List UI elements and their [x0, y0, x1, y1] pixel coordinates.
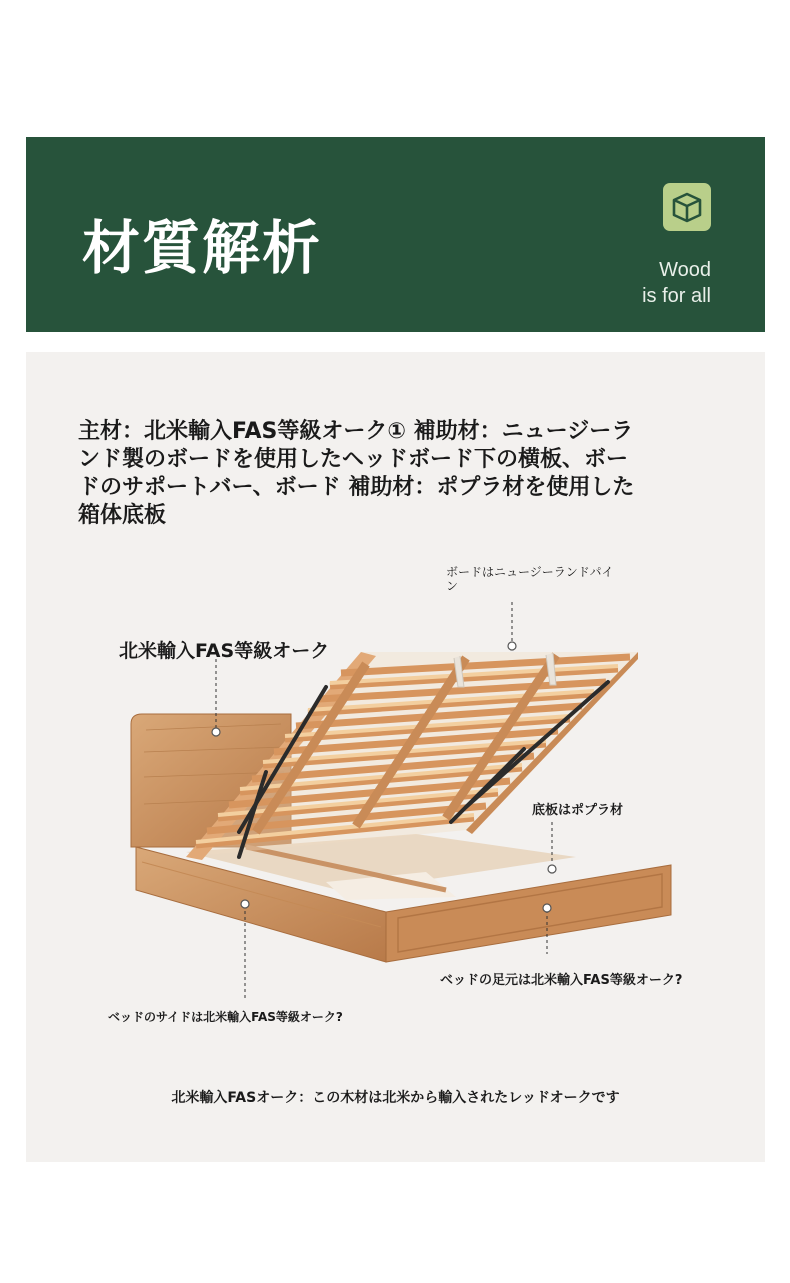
tagline-line-2: is for all [642, 285, 711, 307]
callout-slats: ボードはニュージーランドパイン [446, 565, 614, 593]
callout-foot: ベッドの足元は北米輸入FAS等級オーク? [440, 973, 683, 988]
page-title: 材質解析 [82, 214, 323, 282]
material-description: 主材：北米輸入FAS等級オーク① 補助材：ニュージーランド製のボードを使用したヘッドボード下の横板、ボードのサポートバー、ボード 補助材：ポプラ材を使用した箱体底板 [78, 419, 635, 528]
tagline-line-1: Wood [659, 259, 711, 281]
callout-bottom-board: 底板はポプラ材 [532, 803, 624, 818]
tagline [642, 257, 711, 309]
callout-headboard: 北米輸入FAS等級オーク [119, 640, 330, 662]
header-banner [26, 137, 765, 332]
bed-frame-illustration [26, 352, 765, 1162]
footnote: 北米輸入FASオーク：この木材は北米から輸入されたレッドオークです [171, 1090, 620, 1106]
wood-cube-icon [663, 183, 711, 231]
material-panel [26, 352, 765, 1162]
callout-side: ベッドのサイドは北米輸入FAS等級オーク? [108, 1010, 343, 1024]
